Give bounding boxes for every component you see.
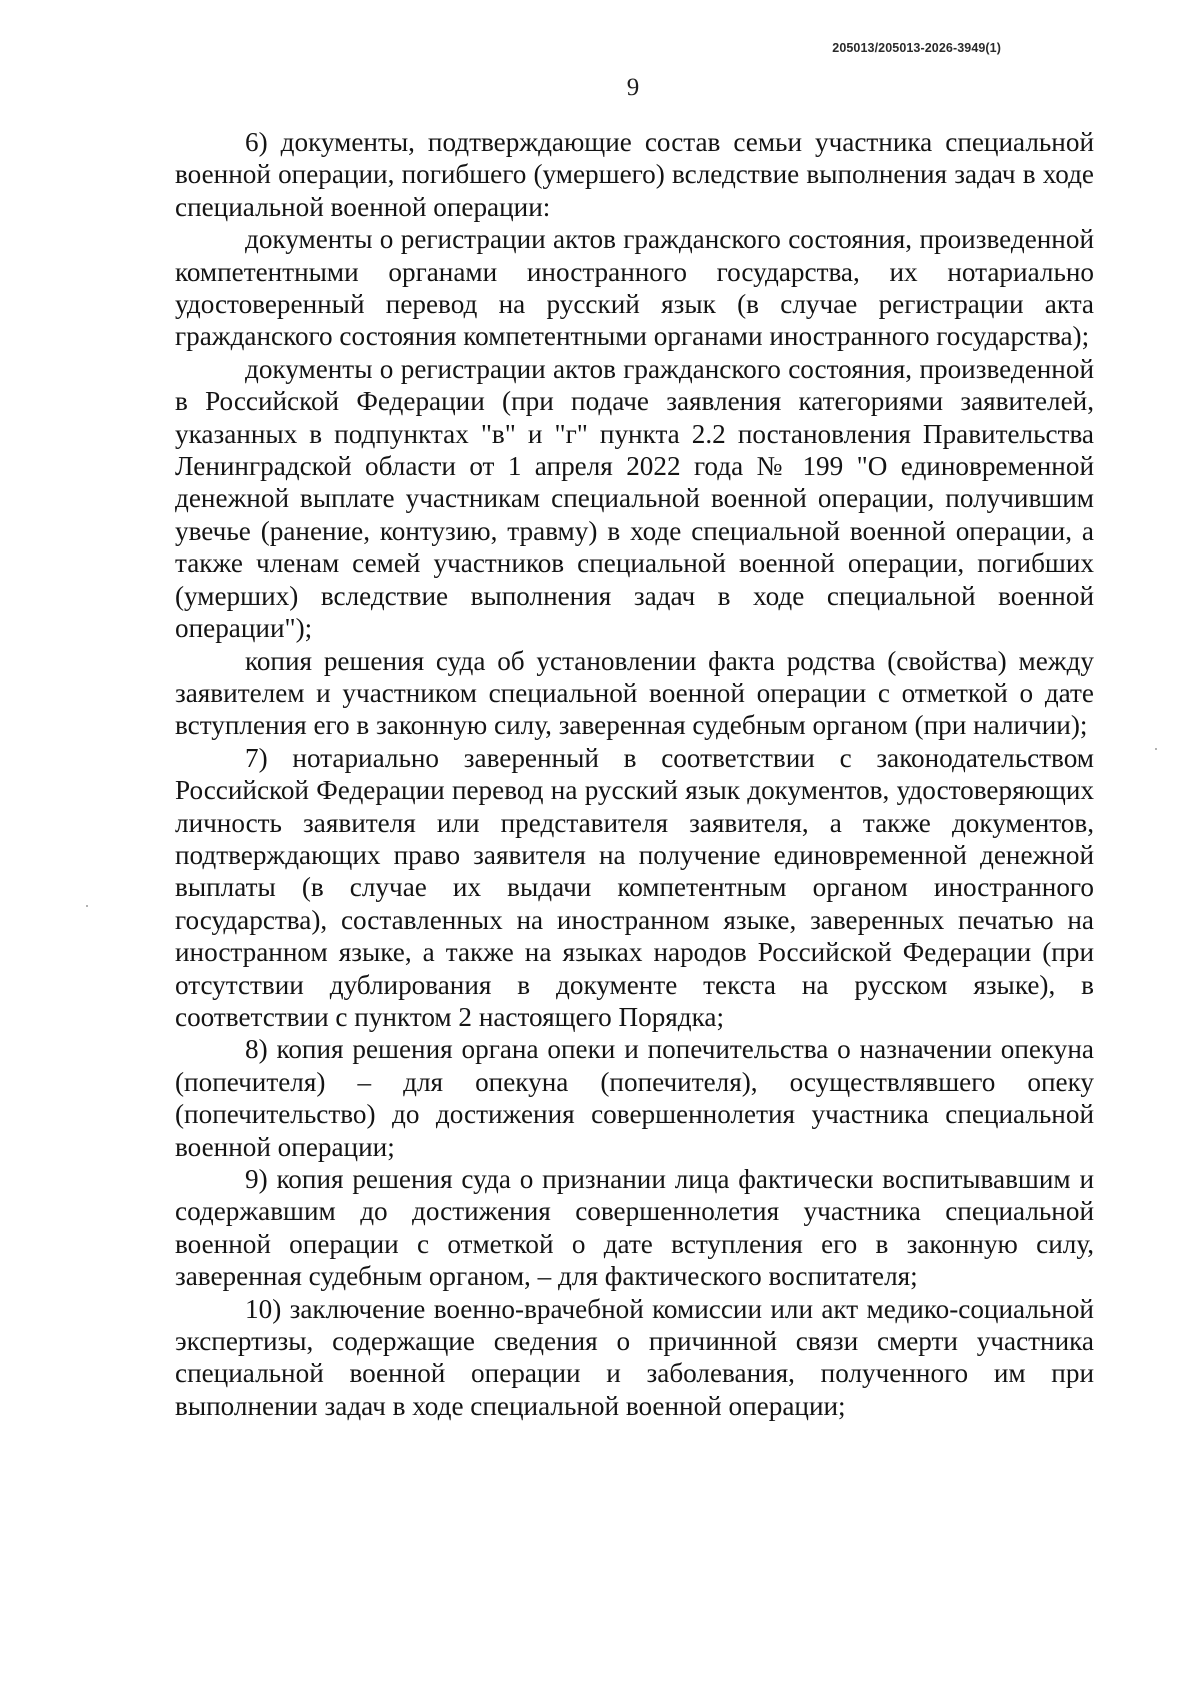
paragraph-russian-civil-records: документы о регистрации актов гражданского состояния, произведенной в Российской Федерации (при подаче заявления категориями заявителей, указанных в подпунктах "в" и "г" пункта 2.2 постановления Правительства Ленинградской области от 1 апреля 2022 года № 199 "О единовременной денежной выплате участникам специальной военной операции, получившим увечье (ранение, контузию, травму) в ходе специальной военной операции, а также членам семей участников специальной военной операции, погибших (умерших) вследствие выполнения задач в ходе специальной военной операции"); [175, 353, 1094, 644]
paragraph-item-7: 7) нотариально заверенный в соответствии с законодательством Российской Федерации перевод на русский язык документов, удостоверяющих личность заявителя или представителя заявителя, а также документов, подтверждающих право заявителя на получение единовременной денежной выплаты (в случае их выдачи компетентным органом иностранного государства), составленных на иностранном языке, заверенных печатью на иностранном языке, а также на языках народов Российской Федерации (при отсутствии дублирования в документе текста на русском языке), в соответствии с пунктом 2 настоящего Порядка; [175, 742, 1094, 1032]
scan-speck [86, 905, 88, 907]
paragraph-court-decision-kinship: копия решения суда об установлении факта родства (свойства) между заявителем и участником специальной военной операции с отметкой о дате вступления его в законную силу, заверенная судебным органом (при наличии); [175, 645, 1094, 741]
paragraph-item-6: 6) документы, подтверждающие состав семьи участника специальной военной операции, погибшего (умершего) вследствие выполнения задач в ходе специальной военной операции: [175, 127, 1094, 222]
document-body [175, 126, 1094, 1422]
paragraph-foreign-civil-records: документы о регистрации актов гражданского состояния, произведенной компетентными органами иностранного государства, их нотариально удостоверенный перевод на русский язык (в случае регистрации акта гражданского состояния компетентными органами иностранного государства); [175, 224, 1094, 352]
paragraph-item-8: 8) копия решения органа опеки и попечительства о назначении опекуна (попечителя) – для опекуна (попечителя), осуществлявшего опеку (попечительство) до достижения совершеннолетия участника специальной военной операции; [175, 1034, 1094, 1162]
scan-speck [1155, 748, 1157, 750]
page-number: 9 [626, 74, 640, 101]
document-registration-number: 205013/205013-2026-3949(1) [832, 41, 1001, 55]
paragraph-item-9: 9) копия решения суда о признании лица фактически воспитывавшим и содержавшим до достижения совершеннолетия участника специальной военной операции с отметкой о дате вступления его в законную силу, заверенная судебным органом, – для фактического воспитателя; [175, 1164, 1094, 1292]
paragraph-item-10: 10) заключение военно-врачебной комиссии или акт медико-социальной экспертизы, содержащие сведения о причинной связи смерти участника специальной военной операции и заболевания, полученного им при выполнении задач в ходе специальной военной операции; [175, 1293, 1094, 1421]
